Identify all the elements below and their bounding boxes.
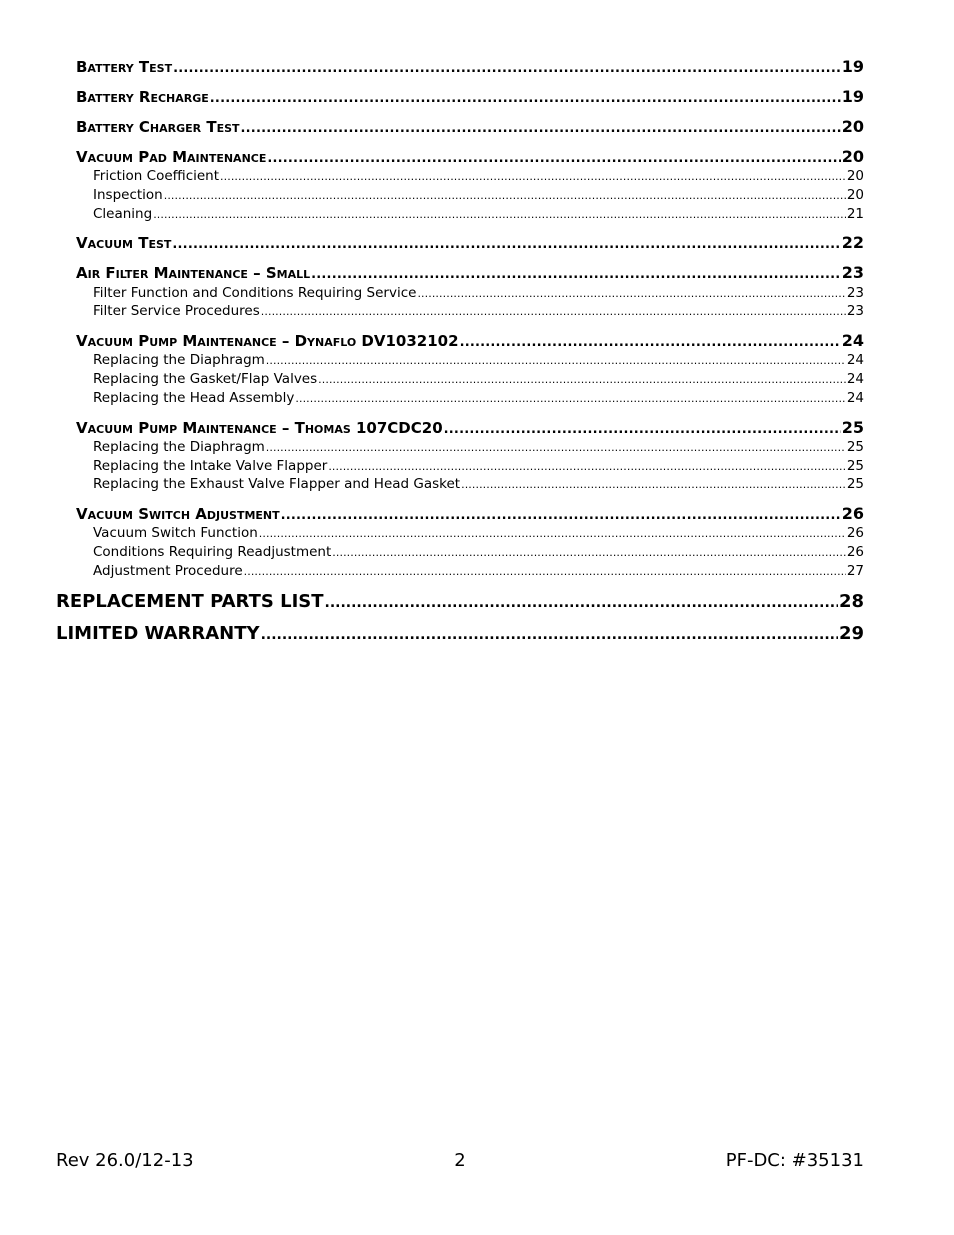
toc-subentry-thomas-diaphragm[interactable]: [93, 438, 864, 456]
toc-entry-label: Replacing the Exhaust Valve Flapper and Head Gasket: [93, 476, 461, 492]
dot-leader: [332, 544, 846, 561]
toc-entry-page: 24: [846, 352, 864, 368]
toc-entry-page: 23: [841, 263, 864, 282]
toc-chapter-limited-warranty[interactable]: [56, 622, 864, 646]
toc-entry-page: 25: [846, 476, 864, 492]
dot-leader: [444, 420, 841, 438]
toc-entry-label: Replacing the Diaphragm: [93, 439, 265, 455]
toc-entry-air-filter-maintenance[interactable]: [76, 263, 864, 283]
toc-entry-page: 24: [846, 390, 864, 406]
dot-leader: [266, 439, 846, 456]
dot-leader: [244, 563, 846, 580]
toc-entry-page: 22: [841, 233, 864, 252]
toc-entry-page: 28: [838, 591, 864, 612]
toc-subentry-adjustment-procedure[interactable]: [93, 562, 864, 580]
toc-subentry-switch-function[interactable]: [93, 524, 864, 542]
toc-entry-page: 25: [841, 418, 864, 437]
toc-entry-page: 27: [846, 563, 864, 579]
toc-entry-page: 19: [841, 57, 864, 76]
toc-entry-label: Battery Test: [76, 58, 173, 76]
toc-subentry-filter-service[interactable]: [93, 302, 864, 320]
toc-entry-page: 25: [846, 458, 864, 474]
toc-entry-page: 29: [838, 623, 864, 644]
toc-entry-label: REPLACEMENT PARTS LIST: [56, 591, 324, 612]
toc-entry-battery-charger-test[interactable]: [76, 117, 864, 137]
toc-entry-battery-recharge[interactable]: [76, 87, 864, 107]
toc-entry-label: Battery Charger Test: [76, 118, 240, 136]
toc-entry-page: 21: [846, 206, 864, 222]
toc-entry-label: Cleaning: [93, 206, 153, 222]
dot-leader: [267, 149, 840, 167]
toc-entry-label: Friction Coefficient: [93, 168, 220, 184]
toc-subentry-cleaning[interactable]: [93, 205, 864, 223]
toc-entry-page: 20: [846, 168, 864, 184]
toc-entry-pump-dynaflo[interactable]: [76, 331, 864, 351]
dot-leader: [281, 506, 841, 524]
footer-doc-id: PF-DC: #35131: [725, 1150, 864, 1171]
toc-entry-page: 26: [846, 525, 864, 541]
toc-entry-label: Replacing the Diaphragm: [93, 352, 265, 368]
dot-leader: [261, 623, 838, 646]
toc-entry-label: Vacuum Pad Maintenance: [76, 148, 267, 166]
toc-subentry-conditions-readjustment[interactable]: [93, 543, 864, 561]
dot-leader: [172, 235, 840, 253]
toc-subentry-dynaflo-head[interactable]: [93, 389, 864, 407]
toc-entry-label: Air Filter Maintenance – Small: [76, 264, 311, 282]
toc-entry-label: Vacuum Pump Maintenance – Thomas 107CDC20: [76, 419, 443, 437]
page-footer: [56, 1150, 864, 1174]
dot-leader: [153, 206, 846, 223]
dot-leader: [173, 59, 841, 77]
dot-leader: [318, 371, 846, 388]
toc-entry-label: Replacing the Gasket/Flap Valves: [93, 371, 318, 387]
toc-entry-page: 20: [841, 147, 864, 166]
dot-leader: [295, 390, 845, 407]
toc-entry-label: Vacuum Pump Maintenance – Dynaflo DV1032102: [76, 332, 459, 350]
dot-leader: [325, 591, 838, 614]
dot-leader: [311, 265, 841, 283]
toc-entry-label: Conditions Requiring Readjustment: [93, 544, 332, 560]
toc-subentry-friction-coefficient[interactable]: [93, 167, 864, 185]
toc-subentry-thomas-intake[interactable]: [93, 457, 864, 475]
dot-leader: [266, 352, 846, 369]
toc-entry-page: 19: [841, 87, 864, 106]
toc-entry-page: 24: [846, 371, 864, 387]
dot-leader: [460, 333, 841, 351]
toc-entry-vacuum-switch-adjustment[interactable]: [76, 504, 864, 524]
toc-entry-page: 26: [841, 504, 864, 523]
toc-entry-page: 23: [846, 285, 864, 301]
toc-entry-label: Filter Function and Conditions Requiring Service: [93, 285, 417, 301]
toc-entry-vacuum-pad-maintenance[interactable]: [76, 147, 864, 167]
toc-entry-vacuum-test[interactable]: [76, 233, 864, 253]
toc-entry-page: 20: [841, 117, 864, 136]
toc-entry-label: LIMITED WARRANTY: [56, 623, 260, 644]
dot-leader: [164, 187, 846, 204]
toc-subentry-dynaflo-gasket[interactable]: [93, 370, 864, 388]
dot-leader: [417, 285, 845, 302]
toc-entry-label: Vacuum Switch Function: [93, 525, 258, 541]
toc-entry-label: Battery Recharge: [76, 88, 209, 106]
toc-subentry-inspection[interactable]: [93, 186, 864, 204]
footer-page-number: 2: [454, 1150, 466, 1171]
toc-subentry-thomas-exhaust[interactable]: [93, 475, 864, 493]
toc-entry-label: Filter Service Procedures: [93, 303, 260, 319]
toc-entry-page: 25: [846, 439, 864, 455]
footer-revision: Rev 26.0/12-13: [56, 1150, 194, 1171]
dot-leader: [259, 525, 846, 542]
dot-leader: [461, 476, 846, 493]
toc-entry-page: 24: [841, 331, 864, 350]
dot-leader: [328, 458, 845, 475]
toc-entry-label: Adjustment Procedure: [93, 563, 243, 579]
toc-entry-pump-thomas[interactable]: [76, 418, 864, 438]
dot-leader: [261, 303, 846, 320]
toc-chapter-replacement-parts[interactable]: [56, 590, 864, 614]
dot-leader: [220, 168, 846, 185]
toc-entry-page: 26: [846, 544, 864, 560]
toc-entry-label: Vacuum Switch Adjustment: [76, 505, 280, 523]
toc-entry-page: 20: [846, 187, 864, 203]
toc-entry-page: 23: [846, 303, 864, 319]
toc-entry-battery-test[interactable]: [76, 57, 864, 77]
dot-leader: [241, 119, 841, 137]
toc-entry-label: Inspection: [93, 187, 163, 203]
toc-entry-label: Vacuum Test: [76, 234, 172, 252]
toc-subentry-dynaflo-diaphragm[interactable]: [93, 351, 864, 369]
toc-subentry-filter-function[interactable]: [93, 284, 864, 302]
toc-entry-label: Replacing the Head Assembly: [93, 390, 295, 406]
toc-entry-label: Replacing the Intake Valve Flapper: [93, 458, 328, 474]
dot-leader: [210, 89, 841, 107]
